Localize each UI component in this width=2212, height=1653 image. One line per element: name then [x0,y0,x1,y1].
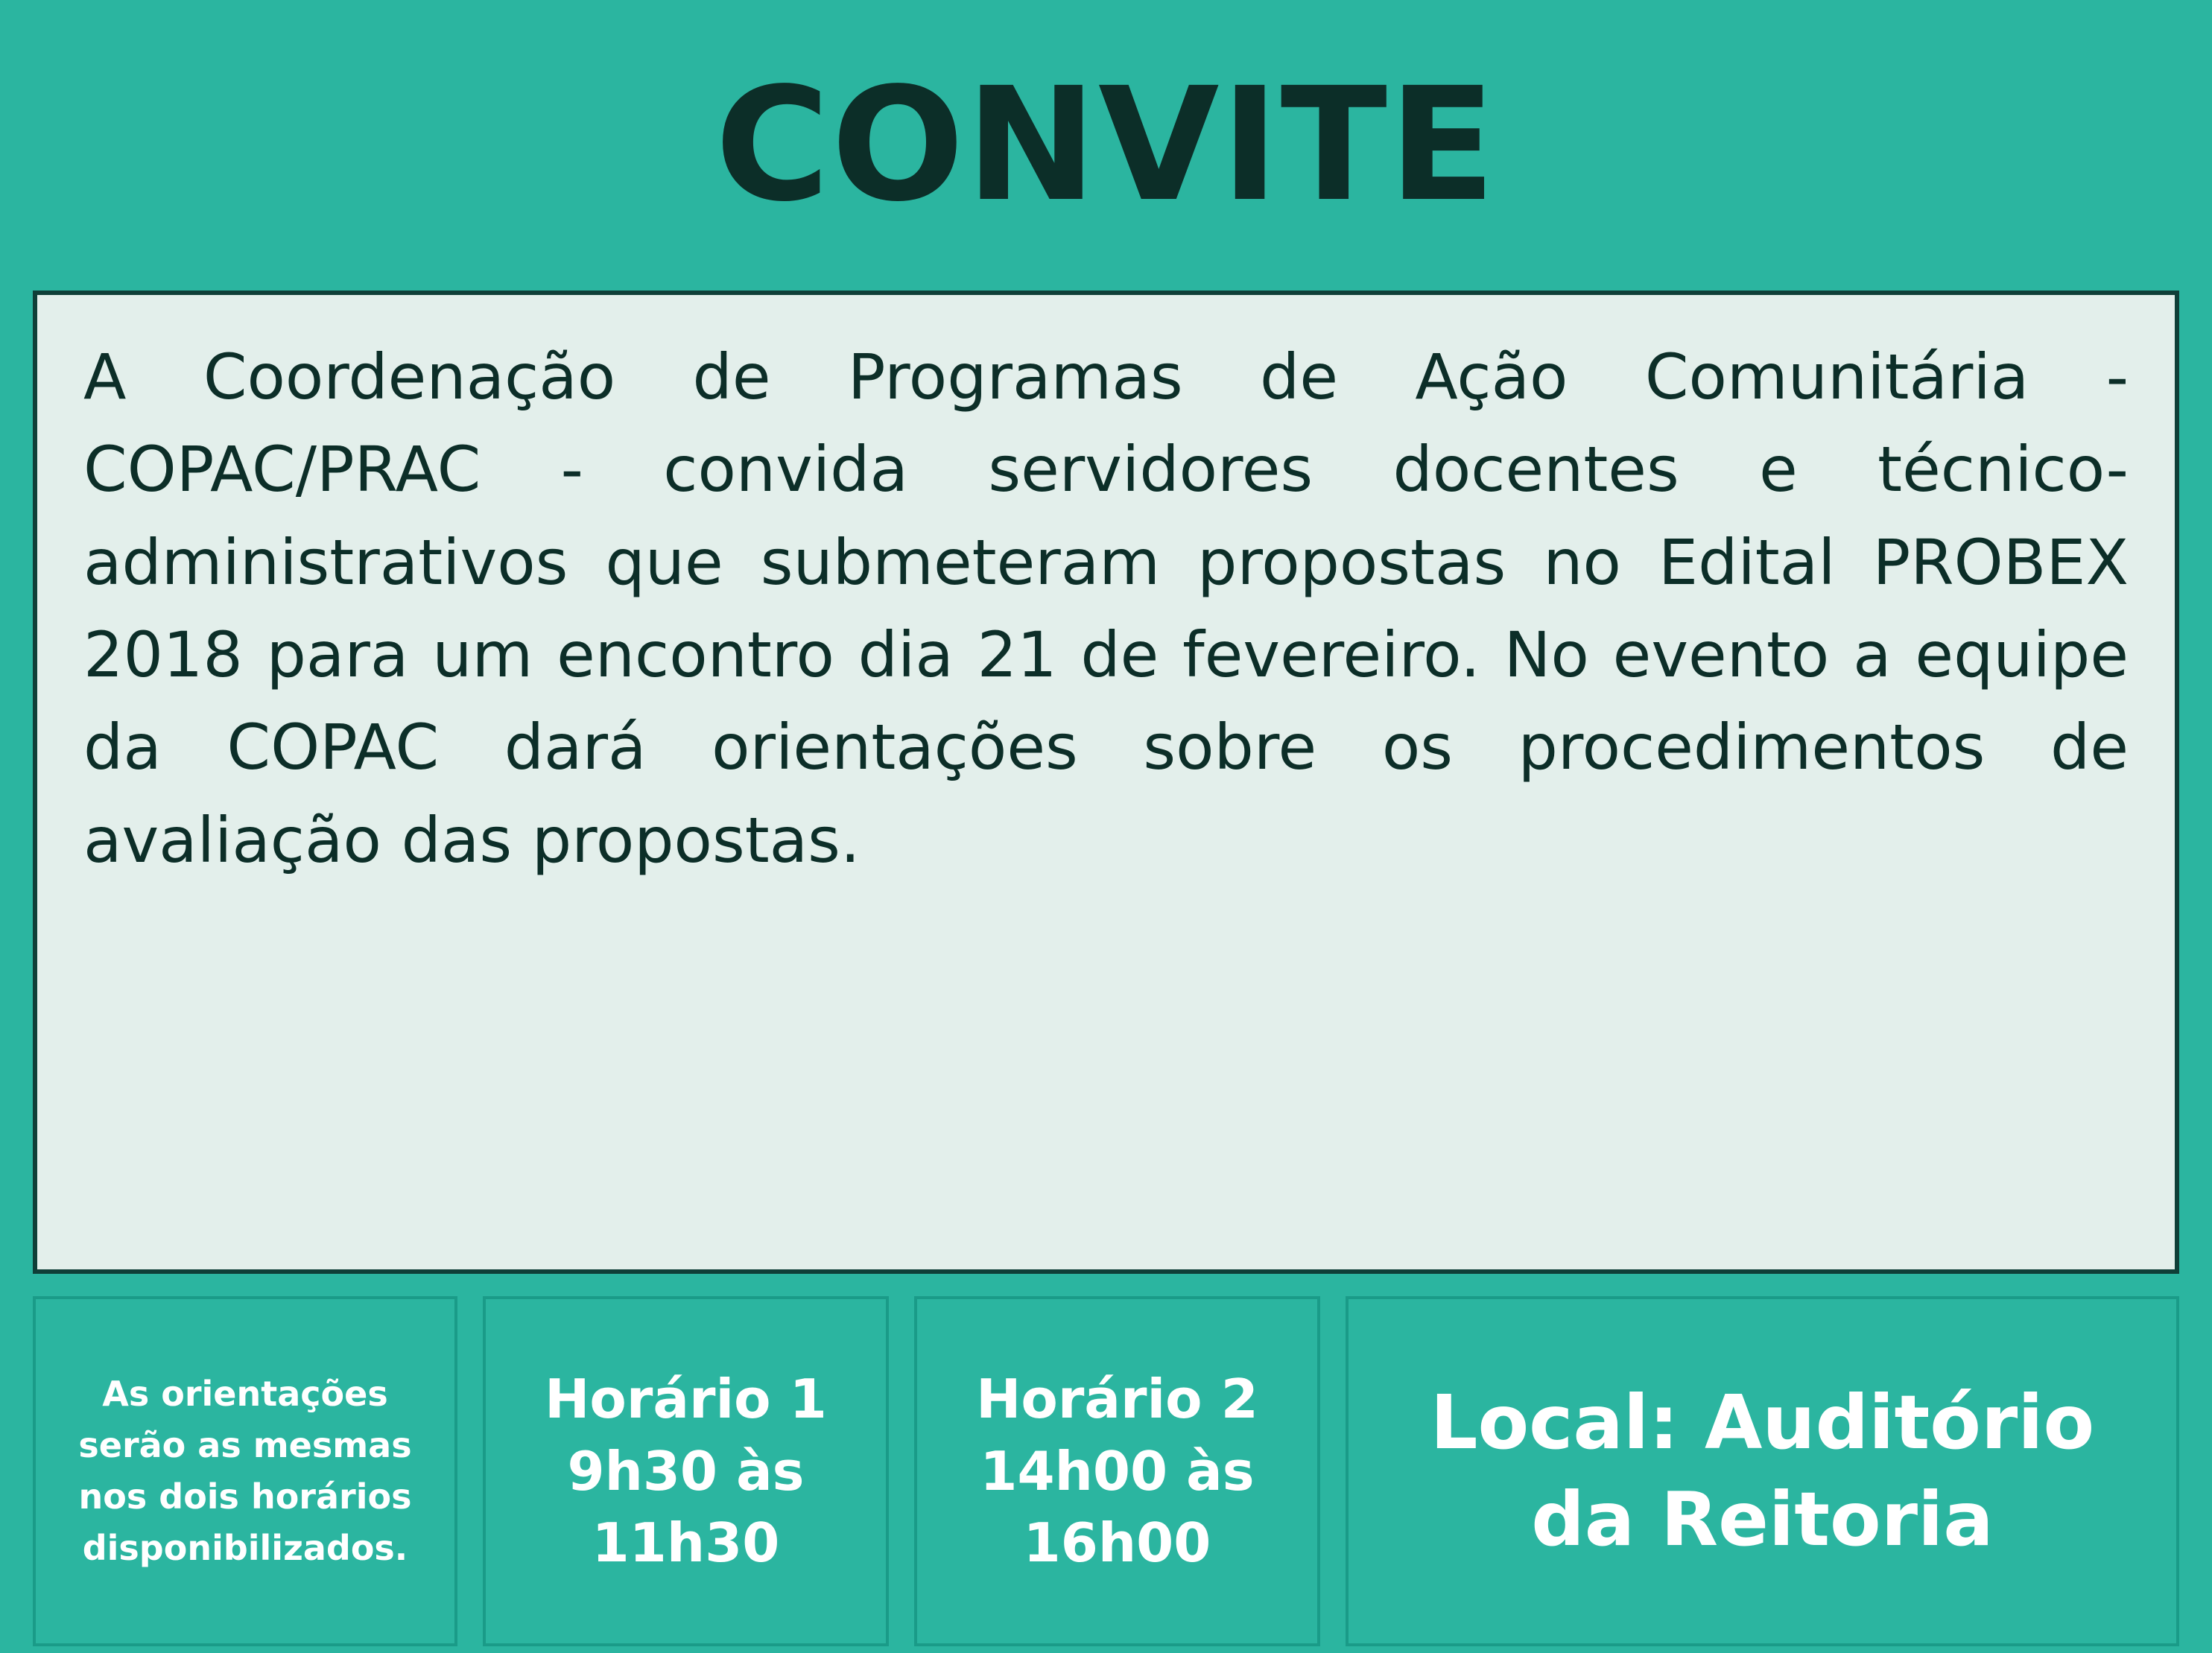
schedule-1-text [493,1363,878,1579]
schedule-2-text [925,1363,1310,1579]
poster-title-area [0,0,2212,291]
schedule-2-time: 14h00 às 16h00 [980,1439,1255,1575]
page-title: CONVITE [714,54,1498,236]
location-text: Local: Auditório da Reitoria [1430,1379,2095,1563]
note-text: As orientações serão as mesmas nos dois horários disponibilizados. [78,1374,412,1568]
note-cell [33,1296,457,1646]
body-paragraph: A Coordenação de Programas de Ação Comunitária - COPAC/PRAC - convida servidores docentes e técnico-administrativos que submeteram propostas no Edital PROBEX 2018 para um encontro dia 21 de fevereiro. No evento a equipe da COPAC dará orientações sobre os procedimentos de avaliação das propostas. [83,340,2129,877]
schedule-2-label: Horário 2 [976,1368,1258,1431]
schedule-cell-2 [914,1296,1320,1646]
schedule-1-time: 9h30 às 11h30 [567,1439,805,1575]
schedule-cell-1 [483,1296,889,1646]
body-panel [33,291,2179,1274]
details-strip [33,1296,2179,1646]
schedule-1-label: Horário 1 [545,1368,827,1431]
location-cell [1346,1296,2179,1646]
